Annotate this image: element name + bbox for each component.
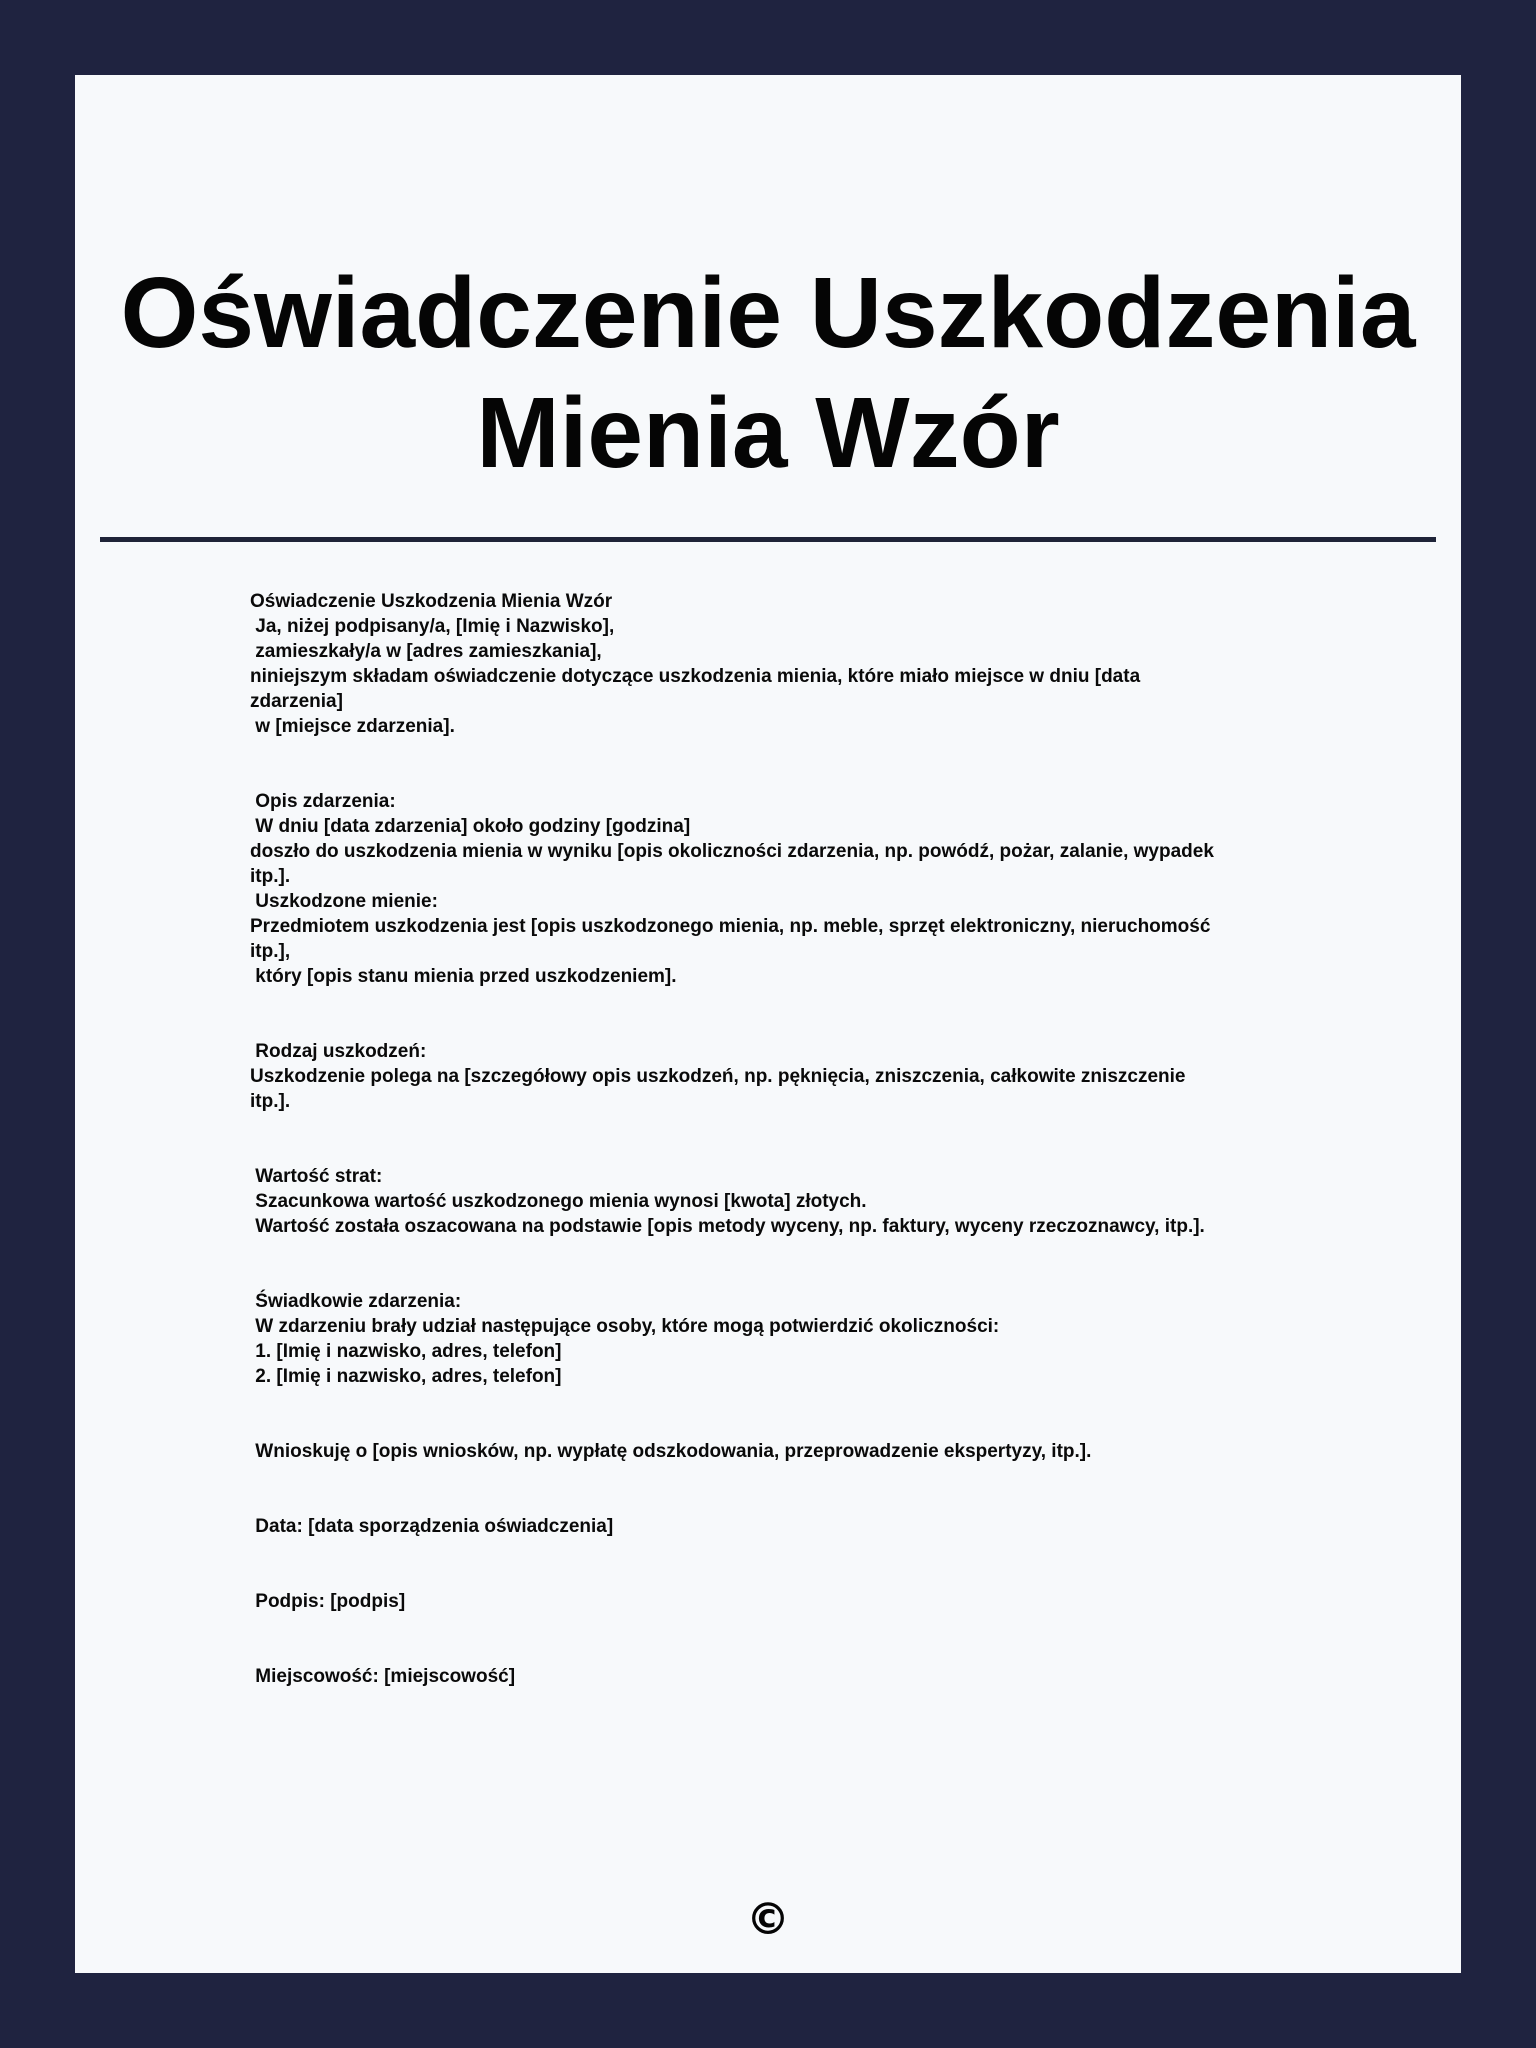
wnioski-line: Wnioskuję o [opis wniosków, np. wypłatę odszkodowania, przeprowadzenie ekspertyzy, itp.].	[250, 1441, 1092, 1462]
intro-line: zamieszkały/a w [adres zamieszkania],	[250, 641, 602, 662]
opis-line: który [opis stanu mienia przed uszkodzeniem].	[250, 966, 677, 987]
title-line-2: Mienia Wzór	[476, 377, 1060, 489]
section-heading-rodzaj: Rodzaj uszkodzeń:	[250, 1041, 427, 1062]
place-line: Miejscowość: [miejscowość]	[250, 1666, 516, 1687]
witness-item: 2. [Imię i nazwisko, adres, telefon]	[250, 1366, 562, 1387]
rodzaj-line: Uszkodzenie polega na [szczegółowy opis uszkodzeń, np. pęknięcia, zniszczenia, całkowite zniszczenie	[250, 1066, 1186, 1087]
title-line-1: Oświadczenie Uszkodzenia	[120, 257, 1416, 369]
opis-line: itp.].	[250, 866, 291, 887]
paragraph-gap	[250, 1614, 1350, 1664]
copyright-icon: ©	[746, 1894, 790, 1945]
opis-line: doszło do uszkodzenia mienia w wyniku [opis okoliczności zdarzenia, np. powódź, pożar, zalanie, wypadek	[250, 841, 1214, 862]
signature-line: Podpis: [podpis]	[250, 1591, 406, 1612]
paragraph-gap	[250, 1539, 1350, 1589]
intro-line: Ja, niżej podpisany/a, [Imię i Nazwisko],	[250, 616, 615, 637]
section-heading-opis: Opis zdarzenia:	[250, 791, 396, 812]
intro-line: w [miejsce zdarzenia].	[250, 716, 455, 737]
wartosc-line: Wartość została oszacowana na podstawie [opis metody wyceny, np. faktury, wyceny rzeczoznawcy, itp.].	[250, 1216, 1205, 1237]
body-heading: Oświadczenie Uszkodzenia Mienia Wzór	[250, 591, 613, 612]
document-page	[75, 75, 1461, 1973]
document-body	[250, 589, 1350, 1689]
paragraph-gap	[250, 1464, 1350, 1514]
swiadkowie-line: W zdarzeniu brały udział następujące osoby, które mogą potwierdzić okoliczności:	[250, 1316, 1000, 1337]
intro-line: niniejszym składam oświadczenie dotyczące uszkodzenia mienia, które miało miejsce w dniu [data	[250, 666, 1141, 687]
paragraph-gap	[250, 1389, 1350, 1439]
paragraph-gap	[250, 1114, 1350, 1164]
rodzaj-line: itp.].	[250, 1091, 291, 1112]
paragraph-gap	[250, 1239, 1350, 1289]
date-line: Data: [data sporządzenia oświadczenia]	[250, 1516, 614, 1537]
intro-line: zdarzenia]	[250, 691, 343, 712]
witness-item: 1. [Imię i nazwisko, adres, telefon]	[250, 1341, 562, 1362]
opis-line: itp.],	[250, 941, 291, 962]
page-title	[75, 253, 1461, 493]
paragraph-gap	[250, 739, 1350, 789]
opis-line: W dniu [data zdarzenia] około godziny [godzina]	[250, 816, 691, 837]
opis-line: Przedmiotem uszkodzenia jest [opis uszkodzonego mienia, np. meble, sprzęt elektroniczny, nieruchomość	[250, 916, 1211, 937]
section-heading-swiadkowie: Świadkowie zdarzenia:	[250, 1291, 462, 1312]
title-divider	[100, 537, 1436, 542]
paragraph-gap	[250, 989, 1350, 1039]
section-heading-uszkodzone-mienie: Uszkodzone mienie:	[250, 891, 438, 912]
wartosc-line: Szacunkowa wartość uszkodzonego mienia wynosi [kwota] złotych.	[250, 1191, 867, 1212]
section-heading-wartosc: Wartość strat:	[250, 1166, 383, 1187]
